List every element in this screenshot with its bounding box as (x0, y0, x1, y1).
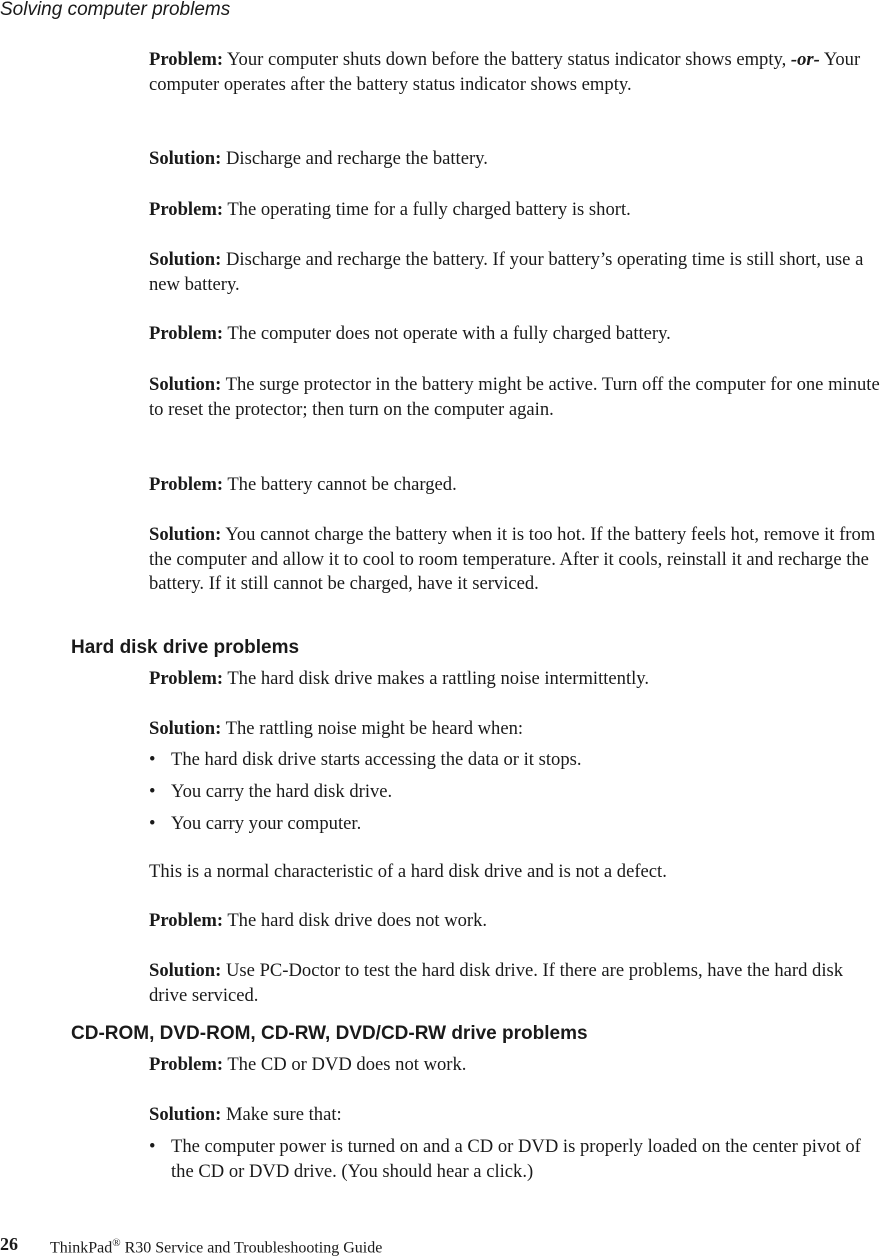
solution-label: Solution: (149, 1104, 222, 1125)
section-heading-cd-dvd: CD-ROM, DVD-ROM, CD-RW, DVD/CD-RW drive problems (71, 1023, 588, 1044)
solution-text: Discharge and recharge the battery. If your battery’s operating time is still short, use a new battery. (149, 249, 864, 295)
solution-text: Discharge and recharge the battery. (226, 148, 488, 169)
problem-text: The battery cannot be charged. (227, 474, 457, 495)
solution-label: Solution: (149, 960, 222, 981)
solution-cd-not-work (149, 1103, 885, 1128)
footer-title (50, 1237, 382, 1257)
bullet-text: The computer power is turned on and a CD or DVD is properly loaded on the center pivot of the CD or DVD drive. (You should hear a click.) (171, 1136, 861, 1182)
solution-text: The rattling noise might be heard when: (225, 718, 524, 739)
bullet-icon: • (149, 781, 156, 802)
problem-label: Problem: (149, 199, 224, 220)
solution-text: The surge protector in the battery might be active. Turn off the computer for one minute to reset the protector; then turn on the computer again. (149, 374, 880, 420)
problem-text: The computer does not operate with a fully charged battery. (227, 323, 671, 344)
bullet-icon: • (149, 749, 156, 770)
footer-title-rest: R30 Service and Troubleshooting Guide (120, 1239, 383, 1257)
note-text: This is a normal characteristic of a hard disk drive and is not a defect. (149, 861, 667, 882)
problem-label: Problem: (149, 668, 224, 689)
problem-cd-not-work (149, 1053, 885, 1078)
solution-battery-short-time (149, 248, 885, 297)
solution-text: You cannot charge the battery when it is too hot. If the battery feels hot, remove it from the computer and allow it to cool to room temperature. After it cools, reinstall it and recharge the battery. If it still cannot be charged, have it serviced. (149, 524, 876, 594)
bullet-text: The hard disk drive starts accessing the data or it stops. (171, 749, 582, 770)
bullet-item (149, 748, 885, 773)
bullet-text: You carry your computer. (171, 813, 362, 834)
solution-label: Solution: (149, 148, 222, 169)
solution-label: Solution: (149, 524, 222, 545)
solution-text: Make sure that: (226, 1104, 342, 1125)
problem-label: Problem: (149, 474, 224, 495)
solution-battery-shutdown (149, 147, 885, 172)
problem-hdd-rattling (149, 667, 885, 692)
footer-title-brand: ThinkPad (50, 1239, 113, 1257)
problem-label: Problem: (149, 910, 224, 931)
problem-label: Problem: (149, 1054, 224, 1075)
hdd-note (149, 860, 885, 885)
problem-text: The hard disk drive does not work. (227, 910, 488, 931)
solution-label: Solution: (149, 249, 222, 270)
solution-text: Use PC-Doctor to test the hard disk drive. If there are problems, have the hard disk drive serviced. (149, 960, 844, 1006)
problem-text: The operating time for a fully charged battery is short. (227, 199, 631, 220)
problem-text-alt: Your computer operates after the battery status indicator shows empty. (149, 49, 861, 95)
problem-battery-shutdown (149, 48, 885, 97)
solution-label: Solution: (149, 374, 222, 395)
solution-hdd-not-work (149, 959, 885, 1008)
running-head: Solving computer problems (0, 0, 231, 20)
page-footer (0, 1234, 383, 1257)
problem-hdd-not-work (149, 909, 885, 934)
problem-label: Problem: (149, 49, 224, 70)
problem-text: The hard disk drive makes a rattling noise intermittently. (227, 668, 650, 689)
bullet-item (149, 1135, 885, 1184)
problem-text: The CD or DVD does not work. (227, 1054, 467, 1075)
solution-hdd-rattling (149, 717, 885, 742)
problem-battery-not-charged (149, 473, 885, 498)
bullet-text: You carry the hard disk drive. (171, 781, 393, 802)
problem-battery-not-operate (149, 322, 885, 347)
solution-label: Solution: (149, 718, 222, 739)
bullet-icon: • (149, 813, 156, 834)
problem-label: Problem: (149, 323, 224, 344)
or-separator: -or- (790, 49, 820, 70)
solution-battery-not-charged (149, 523, 885, 597)
bullet-item (149, 780, 885, 805)
bullet-icon: • (149, 1136, 156, 1157)
section-heading-hdd: Hard disk drive problems (71, 637, 300, 658)
registered-mark: ® (112, 1237, 121, 1249)
solution-battery-not-operate (149, 373, 885, 422)
page-number: 26 (0, 1234, 18, 1254)
bullet-item (149, 812, 885, 837)
problem-text: Your computer shuts down before the battery status indicator shows empty, (226, 49, 787, 70)
problem-battery-short-time (149, 198, 885, 223)
